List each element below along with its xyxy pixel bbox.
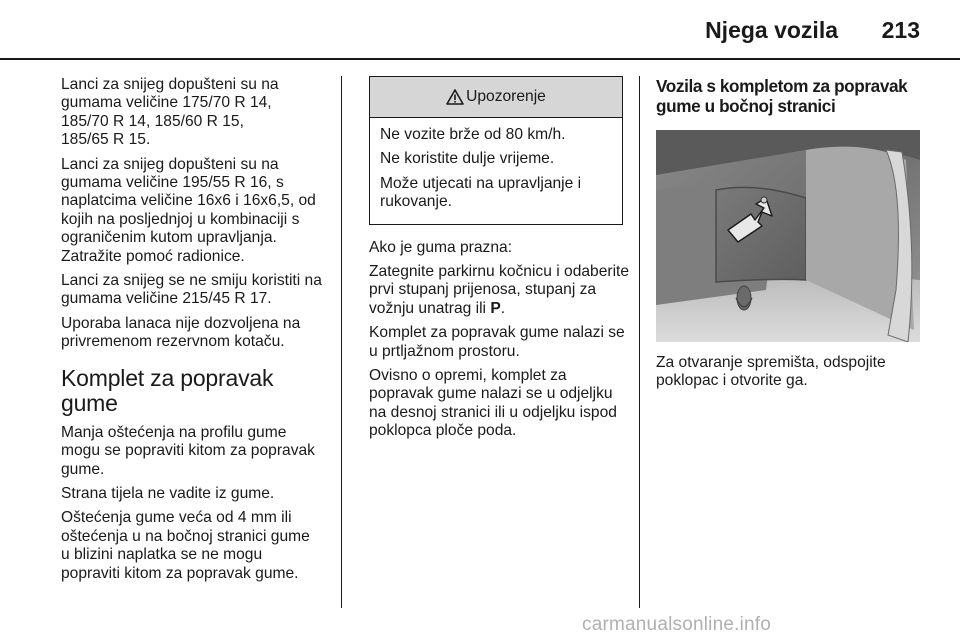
snow-chains-paragraph-3: Lanci za snijeg se ne smiju koristiti na gumama veličine 215/45 R 17. — [61, 272, 322, 308]
repair-kit-paragraph-3: Oštećenja gume veća od 4 mm ili oštećenja u na bočnoj stranici gume u blizini naplatka se ne mogu popraviti kitom za popravak gume. — [61, 509, 310, 582]
section-heading-side-kit: Vozila s kompletom za popravak gume u bočnoj stranici — [656, 76, 908, 116]
warning-line: Može utjecati na upravljanje i rukovanje. — [380, 174, 582, 211]
warning-line: Ne vozite brže od 80 km/h. — [380, 126, 566, 143]
column-divider-2 — [639, 76, 640, 608]
snow-chains-paragraph-1: Lanci za snijeg dopušteni su na gumama veličine 175/70 R 14, 185/70 R 14, 185/60 R 15, 185/65 R 15. — [61, 76, 279, 149]
page-number: 213 — [881, 17, 920, 43]
flat-tyre-paragraph-3: Komplet za popravak gume nalazi se u prtljažnom prostoru. — [369, 324, 625, 360]
warning-box — [369, 76, 623, 225]
page-header — [0, 0, 960, 58]
trunk-side-compartment-photo — [656, 130, 920, 342]
warning-title: Upozorenje — [466, 87, 546, 105]
column-right — [656, 76, 926, 397]
repair-kit-paragraph-2: Strana tijela ne vadite iz gume. — [61, 484, 275, 502]
header-rule — [0, 58, 960, 60]
warning-triangle-icon — [446, 89, 464, 105]
section-heading-repair-kit: Komplet za popravak gume — [61, 364, 274, 416]
column-divider-1 — [341, 76, 342, 608]
flat-tyre-paragraph-4: Ovisno o opremi, komplet za popravak gume nalazi se u odjeljku na desnoj stranici ili u odjeljku ispod poklopca ploče poda. — [369, 367, 617, 440]
watermark-text: carmanualsonline.info — [582, 614, 772, 635]
section-title: Njega vozila — [705, 17, 838, 43]
snow-chains-paragraph-2: Lanci za snijeg dopušteni su na gumama veličine 195/55 R 16, s naplatcima veličine 16x6 i 16x6,5, od kojih na posljednjoj u kombinaciji s ograničenim kutom upravljanja. Zatražite pomoć radionice. — [61, 155, 316, 265]
side-kit-paragraph-1: Za otvaranje spremišta, odspojite poklopac i otvorite ga. — [656, 354, 886, 390]
column-left — [61, 76, 333, 589]
snow-chains-paragraph-4: Uporaba lanaca nije dozvoljena na privremenom rezervnom kotaču. — [61, 314, 301, 351]
repair-kit-paragraph-1: Manja oštećenja na profilu gume mogu se popraviti kitom za popravak gume. — [61, 423, 315, 478]
flat-tyre-paragraph-2: Zategnite parkirnu kočnicu i odaberite prvi stupanj prijenosa, stupanj za vožnju unatrag ili P. — [369, 263, 630, 317]
column-middle — [369, 76, 630, 447]
flat-tyre-paragraph-1: Ako je guma prazna: — [369, 238, 513, 256]
warning-header — [370, 77, 622, 118]
gear-reverse-label: P — [490, 299, 501, 317]
warning-line: Ne koristite dulje vrijeme. — [380, 150, 555, 168]
warning-body — [370, 118, 622, 224]
